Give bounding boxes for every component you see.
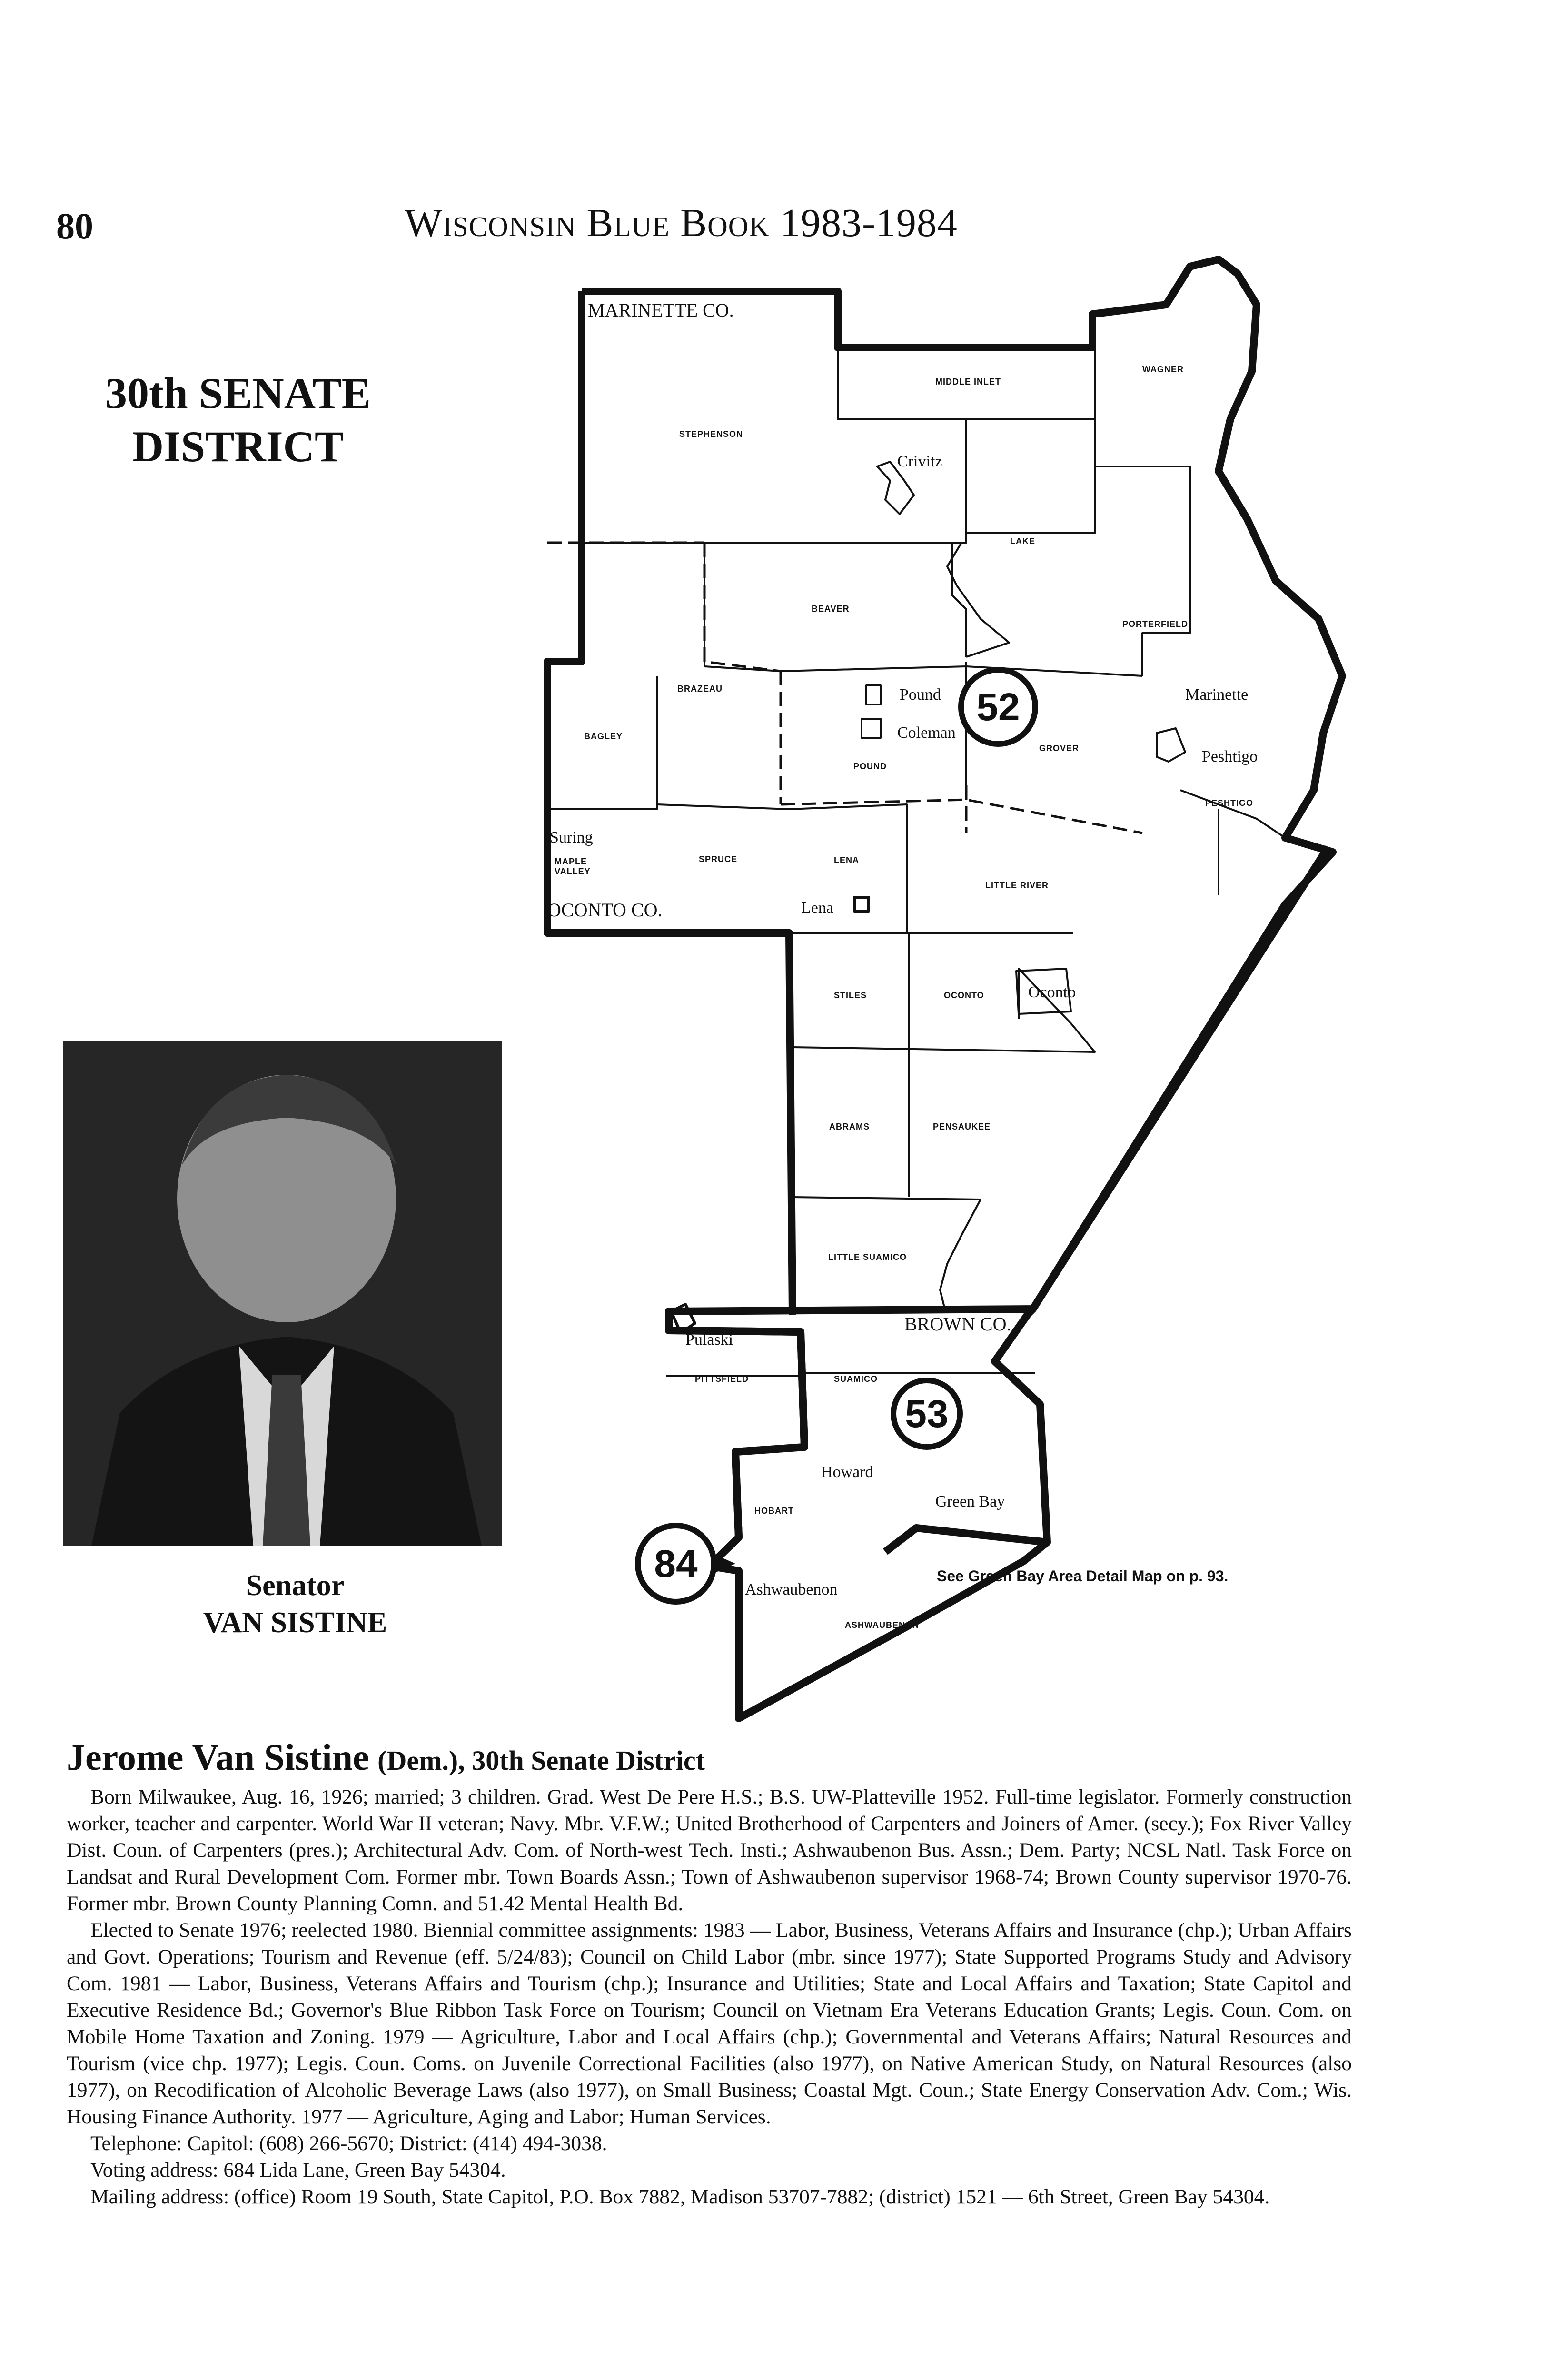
town-label-bagley: BAGLEY — [584, 732, 623, 741]
county-label-brown: BROWN CO. — [904, 1313, 1011, 1335]
senator-photo — [63, 1041, 502, 1546]
city-label-ashwaubenon: Ashwaubenon — [745, 1581, 838, 1598]
town-label-little-river: LITTLE RIVER — [985, 881, 1049, 890]
biography — [67, 1737, 1352, 2210]
county-label-oconto: OCONTO CO. — [547, 899, 663, 921]
city-label-peshtigo: Peshtigo — [1202, 748, 1258, 765]
photo-caption-title: Senator — [246, 1569, 345, 1602]
city-label-crivitz: Crivitz — [897, 453, 942, 470]
city-label-lena: Lena — [801, 899, 833, 917]
town-label-lake: LAKE — [1010, 536, 1035, 546]
city-label-coleman: Coleman — [897, 724, 956, 742]
city-label-marinette: Marinette — [1185, 686, 1249, 704]
town-label-little-suamico: LITTLE SUAMICO — [828, 1252, 907, 1262]
telephone: Telephone: Capitol: (608) 266-5670; District: (414) 494-3038. — [90, 2132, 607, 2155]
town-label-abrams: ABRAMS — [829, 1122, 870, 1131]
svg-text:52: 52 — [976, 685, 1020, 729]
city-label-oconto: Oconto — [1028, 983, 1076, 1001]
county-label-marinette: MARINETTE CO. — [588, 299, 734, 321]
town-label-lena: LENA — [834, 855, 859, 865]
detail-map-note: See Green Bay Area Detail Map on p. 93. — [937, 1567, 1229, 1585]
town-label-oconto: OCONTO — [944, 991, 984, 1000]
assembly-district-52-badge — [961, 670, 1035, 744]
town-label-maple-valley: MAPLE — [555, 857, 587, 866]
town-label-maple-valley-2: VALLEY — [555, 867, 591, 876]
biography-heading — [67, 1737, 1352, 1781]
town-label-hobart: HOBART — [754, 1506, 794, 1516]
photo-caption — [143, 1567, 447, 1641]
town-label-middle-inlet: MIDDLE INLET — [935, 377, 1001, 387]
city-label-pound: Pound — [900, 686, 941, 704]
city-label-pulaski: Pulaski — [685, 1331, 733, 1349]
town-label-peshtigo: PESHTIGO — [1205, 798, 1254, 808]
town-label-pound: POUND — [853, 762, 887, 771]
town-label-brazeau: BRAZEAU — [677, 684, 723, 694]
town-label-stiles: STILES — [834, 991, 867, 1000]
svg-text:53: 53 — [905, 1392, 949, 1436]
town-label-suamico: SUAMICO — [834, 1374, 878, 1384]
town-label-grover: GROVER — [1039, 744, 1080, 753]
town-label-wagner: WAGNER — [1142, 365, 1184, 374]
town-label-beaver: BEAVER — [812, 604, 850, 614]
svg-text:84: 84 — [654, 1542, 698, 1586]
town-label-pittsfield: PITTSFIELD — [695, 1374, 749, 1384]
city-label-green-bay: Green Bay — [935, 1493, 1005, 1510]
city-label-howard: Howard — [821, 1463, 873, 1481]
assembly-district-84-badge — [638, 1526, 735, 1602]
bio-paragraph-background: Born Milwaukee, Aug. 16, 1926; married; 3 children. Grad. West De Pere H.S.; B.S. UW-Platteville 1952. Full-time legislator. Formerly construction worker, teacher and carpenter. World War II veteran; Navy. Mbr. V.F.W.; United Brotherhood of Carpenters and Joiners of Amer. (secy.); Fox River Valley Dist. Coun. of Carpenters (pres.); Architectural Adv. Com. of North-west Tech. Insti.; Ashwaubenon Bus. Assn.; Dem. Party; NCSL Natl. Task Force on Landsat and Rural Development Com. Former mbr. Town Boards Assn.; Town of Ashwaubenon supervisor 1968-74; Brown County supervisor 1970-76. Former mbr. Brown County Planning Comn. and 51.42 Mental Health Bd. — [67, 1785, 1352, 1915]
bio-paragraph-committees: Elected to Senate 1976; reelected 1980. Biennial committee assignments: 1983 — Labor, Business, Veterans Affairs and Insurance (chp.); Urban Affairs and Govt. Operations; Tourism and Revenue (eff. 5/24/83); Council on Child Labor (mbr. since 1977); State Supported Programs Study and Advisory Com. 1981 — Labor, Business, Veterans Affairs and Tourism (chp.); Insurance and Utilities; State and Local Affairs and Taxation; State Capitol and Executive Residence Bd.; Governor's Blue Ribbon Task Force on Tourism; Council on Vietnam Era Veterans Education Grants; Legis. Coun. Com. on Mobile Home Taxation and Zoning. 1979 — Agriculture, Labor and Local Affairs (chp.); Governmental and Veterans Affairs; Natural Resources and Tourism (vice chp. 1977); Legis. Coun. Coms. on Juvenile Correctional Facilities (also 1977), on Native American Study, on Natural Resources (also 1977), on Recodification of Alcoholic Beverage Laws (also 1977), on Small Business; Coastal Mgt. Coun.; State Energy Conservation Adv. Com.; Wis. Housing Finance Authority. 1977 — Agriculture, Aging and Labor; Human Services. — [67, 1919, 1352, 2128]
town-label-pensaukee: PENSAUKEE — [933, 1122, 991, 1131]
town-label-stephenson: STEPHENSON — [679, 429, 743, 439]
senator-name: Jerome Van Sistine — [67, 1736, 369, 1778]
photo-caption-name: VAN SISTINE — [203, 1606, 387, 1639]
assembly-district-53-badge — [893, 1380, 960, 1447]
mailing-address: Mailing address: (office) Room 19 South, State Capitol, P.O. Box 7882, Madison 53707-7882; (district) 1521 — 6th Street, Green Bay 54304. — [90, 2185, 1270, 2208]
senator-party-district: (Dem.), 30th Senate District — [377, 1745, 705, 1776]
town-label-ashwaubenon: ASHWAUBENON — [845, 1620, 920, 1630]
county-boundary-marinette-oconto — [547, 291, 793, 1315]
district-title: 30th SENATE DISTRICT — [105, 369, 371, 471]
page-number: 80 — [56, 205, 93, 247]
city-label-suring: Suring — [550, 829, 593, 846]
town-label-spruce: SPRUCE — [699, 854, 738, 864]
voting-address: Voting address: 684 Lida Lane, Green Bay 54304. — [90, 2159, 506, 2182]
running-head: Wisconsin Blue Book 1983-1984 — [405, 201, 958, 245]
town-label-porterfield: PORTERFIELD — [1122, 619, 1189, 629]
